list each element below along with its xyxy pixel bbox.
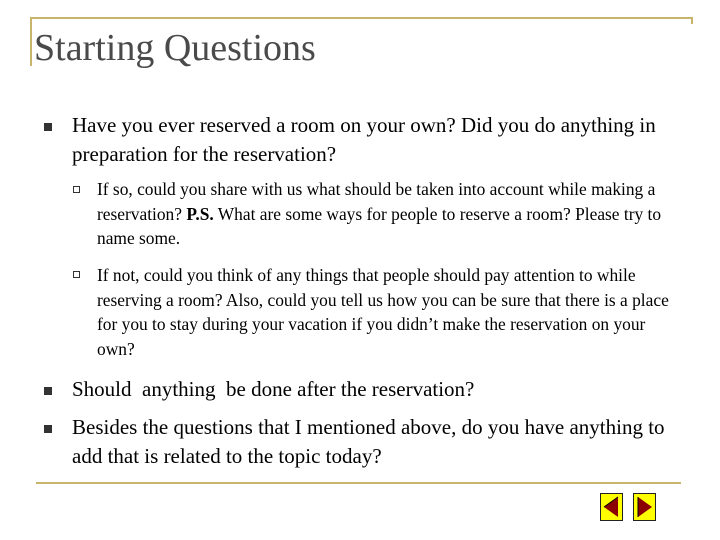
triangle-left-icon [601,494,622,520]
title-frame-left-rule [30,17,32,66]
sub-bullet-hollow-square-icon [73,186,80,193]
bullet-text: Should anything be done after the reservation? [72,377,475,401]
bullet-square-icon [44,123,52,131]
sub-bullet-text [97,177,687,251]
bullet-square-icon [44,425,52,433]
next-slide-button[interactable] [633,493,656,521]
sub-bullet-text-part: What are some ways for people to reserve a room? Please try to name some. [97,203,662,248]
title-frame-right-tick [691,17,693,24]
sub-bullet-text-part: If not, could you think of any things that people should pay attention to while reserving a room? Also, could you tell us how you can be sure that there is a place for you to stay during your vacation if you didn’t make the reservation on your own? [97,265,669,359]
bullet-text: Besides the questions that I mentioned above, do you have anything to add that is related to the topic today? [72,415,665,468]
title-frame-top-rule [30,17,693,19]
bullet-text: Have you ever reserved a room on your own? Did you do anything in preparation for the reservation? [72,113,656,166]
bottom-rule [36,482,681,484]
sub-bullet-text-part: If so, could you share with us what should be taken into account while making a reservation? [97,179,656,224]
triangle-right-icon [634,494,655,520]
bullet-square-icon [44,387,52,395]
sub-bullet-hollow-square-icon [73,271,80,278]
sub-bullet-text-bold-part: P.S. [186,203,214,224]
slide-title: Starting Questions [34,27,316,69]
previous-slide-button[interactable] [600,493,623,521]
sub-bullet-text [97,263,687,361]
